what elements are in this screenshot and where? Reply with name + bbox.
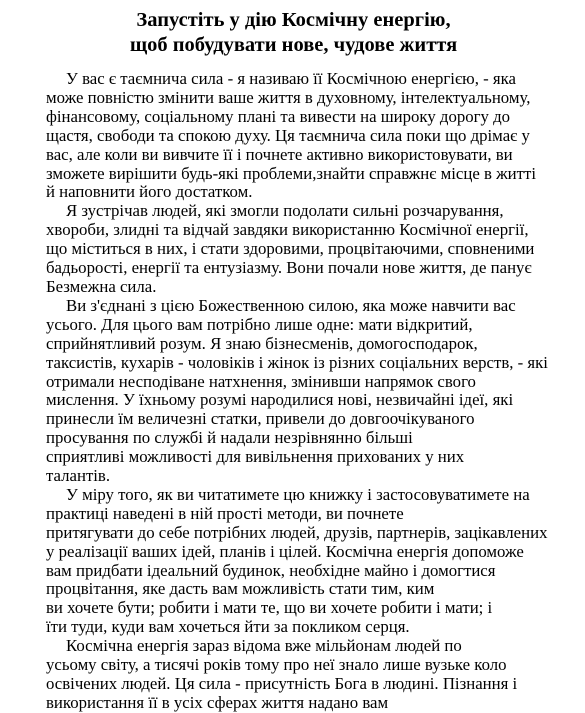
text-line: освічених людей. Ця сила - присутність Бога в людині. Пізнання і [46, 674, 518, 693]
text-line: використання її в усіх сферах життя надано вам [46, 692, 389, 712]
text-line: й наповнити його достатком. [46, 182, 253, 202]
text-line: ви хочете бути; робити і мати те, що ви хочете робити і мати; і [46, 598, 493, 618]
text-line: щастя, свободи та спокою духу. Ця таємнича сила поки що дрімає у [46, 125, 530, 145]
text-line: У міру того, як ви читатимете цю книжку і застосовуватимете на [66, 484, 530, 504]
title-line-2: щоб побудувати нове, чудове життя [129, 34, 458, 56]
text-line: талантів. [46, 466, 111, 486]
text-line: просування по службі й надали незрівнянно більші [46, 428, 413, 448]
text-line: отримали несподіване натхнення, змінивши напрямок свого [46, 371, 476, 391]
text-line: Безмежна сила. [46, 276, 157, 296]
text-line: зможете вирішити будь-які проблеми,знайти справжнє місце в житті [46, 163, 536, 183]
text-line: мислення. У їхньому розумі народилися нові, незвичайні ідеї, які [46, 390, 514, 410]
text-line: вас, але коли ви вивчите її і почнете активно використовувати, ви [46, 144, 513, 164]
text-line: сприйнятливий розум. Я знаю бізнесменів, домогосподарок, [46, 333, 478, 353]
text-line: усього. Для цього вам потрібно лише одне: мати відкритий, [46, 314, 473, 334]
text-line: принесли їм величезні статки, привели до довгоочікуваного [46, 409, 475, 429]
text-line: сприятливі можливості для вивільнення прихованих у них [46, 447, 465, 467]
text-line: таксистів, кухарів - чоловіків і жінок із різних соціальних верств, - які [46, 352, 548, 372]
text-line: практиці наведені в ній прості методи, ви почнете [46, 503, 404, 523]
document-body [46, 70, 571, 713]
document-title [16, 8, 571, 58]
text-line: що міститься в них, і стати здоровими, процвітаючими, сповненими [46, 239, 535, 259]
text-line: їти туди, куди вам хочеться йти за покликом серця. [46, 617, 410, 637]
text-line: притягувати до себе потрібних людей, друзів, партнерів, зацікавлених [46, 522, 548, 542]
text-line: хвороби, злидні та відчай завдяки використанню Космічної енергії, [46, 220, 529, 240]
text-line: у реалізації ваших ідей, планів і цілей. Космічна енергія допоможе [46, 541, 524, 561]
text-line: Я зустрічав людей, які змогли подолати сильні розчарування, [66, 201, 504, 221]
text-line: У вас є таємнича сила - я називаю її Космічною енергією, - яка [66, 69, 516, 88]
text-line: вам придбати ідеальний будинок, необхідне майно і домогтися [46, 560, 496, 580]
title-line-1: Запустіть у дію Космічну енергію, [136, 9, 451, 31]
text-line: може повністю змінити ваше життя в духовному, інтелектуальному, [46, 87, 531, 107]
text-line: бадьорості, енергії та ентузіазму. Вони почали нове життя, де панує [46, 258, 532, 278]
text-line: Ви з'єднані з цією Божественною силою, яка може навчити вас [66, 295, 516, 315]
text-line: Космічна енергія зараз відома вже мільйонам людей по [66, 636, 462, 656]
text-line: процвітання, яке дасть вам можливість стати тим, ким [46, 579, 435, 599]
text-line: фінансовому, соціальному плані та вивести на широку дорогу до [46, 106, 511, 126]
text-line: усьому світу, а тисячі років тому про неї знало лише вузьке коло [46, 655, 507, 675]
